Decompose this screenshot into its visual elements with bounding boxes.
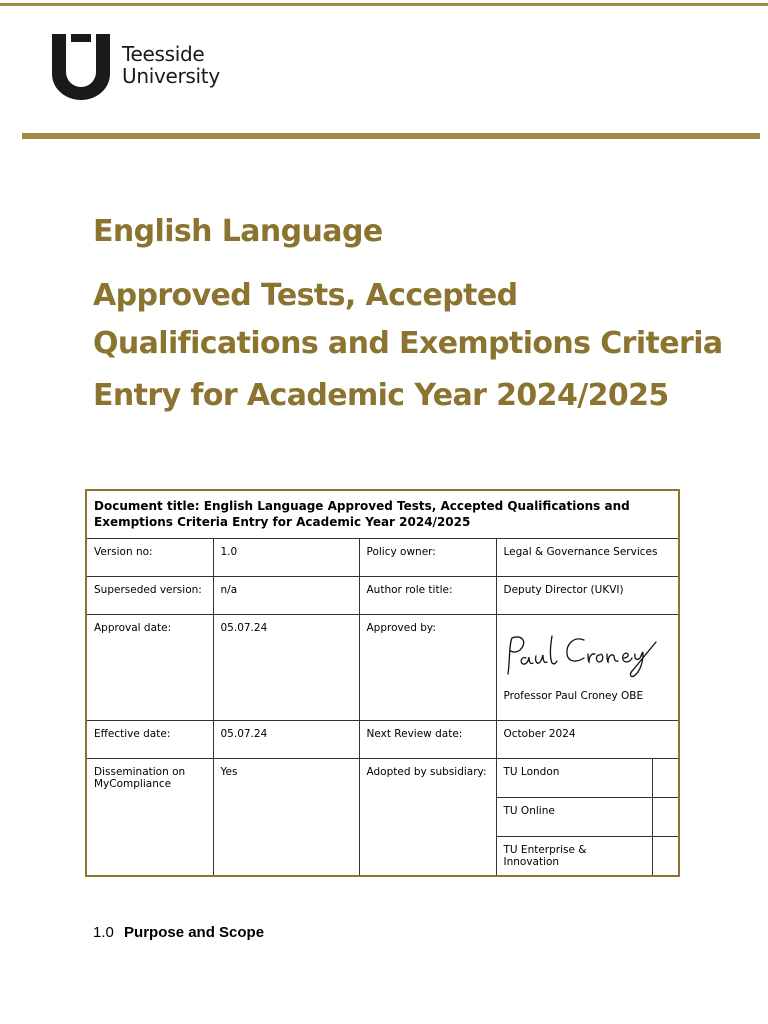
- subsidiary-checkbox: [652, 836, 679, 876]
- section-title: Purpose and Scope: [124, 924, 265, 941]
- document-control-table: [85, 489, 680, 877]
- effective-date-label: Effective date:: [86, 720, 213, 758]
- university-logo: [52, 34, 232, 100]
- header-rule: [22, 133, 760, 139]
- version-label: Version no:: [86, 538, 213, 576]
- policy-owner-value: Legal & Governance Services: [496, 538, 679, 576]
- title-line-1: English Language: [93, 214, 383, 249]
- subsidiary-label: Adopted by subsidiary:: [359, 758, 496, 876]
- approved-by-cell: [496, 614, 679, 720]
- subsidiary-checkbox: [652, 758, 679, 797]
- title-line-2: Approved Tests, Accepted Qualifications and Exemptions Criteria: [93, 278, 723, 361]
- superseded-value: n/a: [213, 576, 359, 614]
- policy-owner-label: Policy owner:: [359, 538, 496, 576]
- review-date-value: October 2024: [496, 720, 679, 758]
- superseded-label: Superseded version:: [86, 576, 213, 614]
- dissemination-label: Dissemination on MyCompliance: [86, 758, 213, 876]
- title-line-3: Entry for Academic Year 2024/2025: [93, 378, 669, 413]
- subsidiary-item: TU Enterprise & Innovation: [496, 836, 652, 876]
- approval-date-value: 05.07.24: [213, 614, 359, 720]
- effective-date-value: 05.07.24: [213, 720, 359, 758]
- logo-wordmark: [122, 43, 220, 87]
- subsidiary-item: TU London: [496, 758, 652, 797]
- version-value: 1.0: [213, 538, 359, 576]
- section-number: 1.0: [93, 924, 114, 941]
- subsidiary-item: TU Online: [496, 797, 652, 836]
- dissemination-value: Yes: [213, 758, 359, 876]
- university-u-mark-icon: [52, 34, 110, 100]
- review-date-label: Next Review date:: [359, 720, 496, 758]
- approved-by-label: Approved by:: [359, 614, 496, 720]
- author-label: Author role title:: [359, 576, 496, 614]
- signature-image: [500, 630, 660, 680]
- author-value: Deputy Director (UKVI): [496, 576, 679, 614]
- document-title-cell: Document title: English Language Approved Tests, Accepted Qualifications and Exemptions Criteria Entry for Academic Year 2024/2025: [86, 490, 679, 538]
- logo-line1: Teesside: [122, 42, 205, 66]
- approval-date-label: Approval date:: [86, 614, 213, 720]
- section-heading: [93, 924, 264, 941]
- logo-line2: University: [122, 64, 220, 88]
- approved-by-value: Professor Paul Croney OBE: [503, 689, 644, 702]
- subsidiary-checkbox: [652, 797, 679, 836]
- top-rule: [0, 3, 768, 6]
